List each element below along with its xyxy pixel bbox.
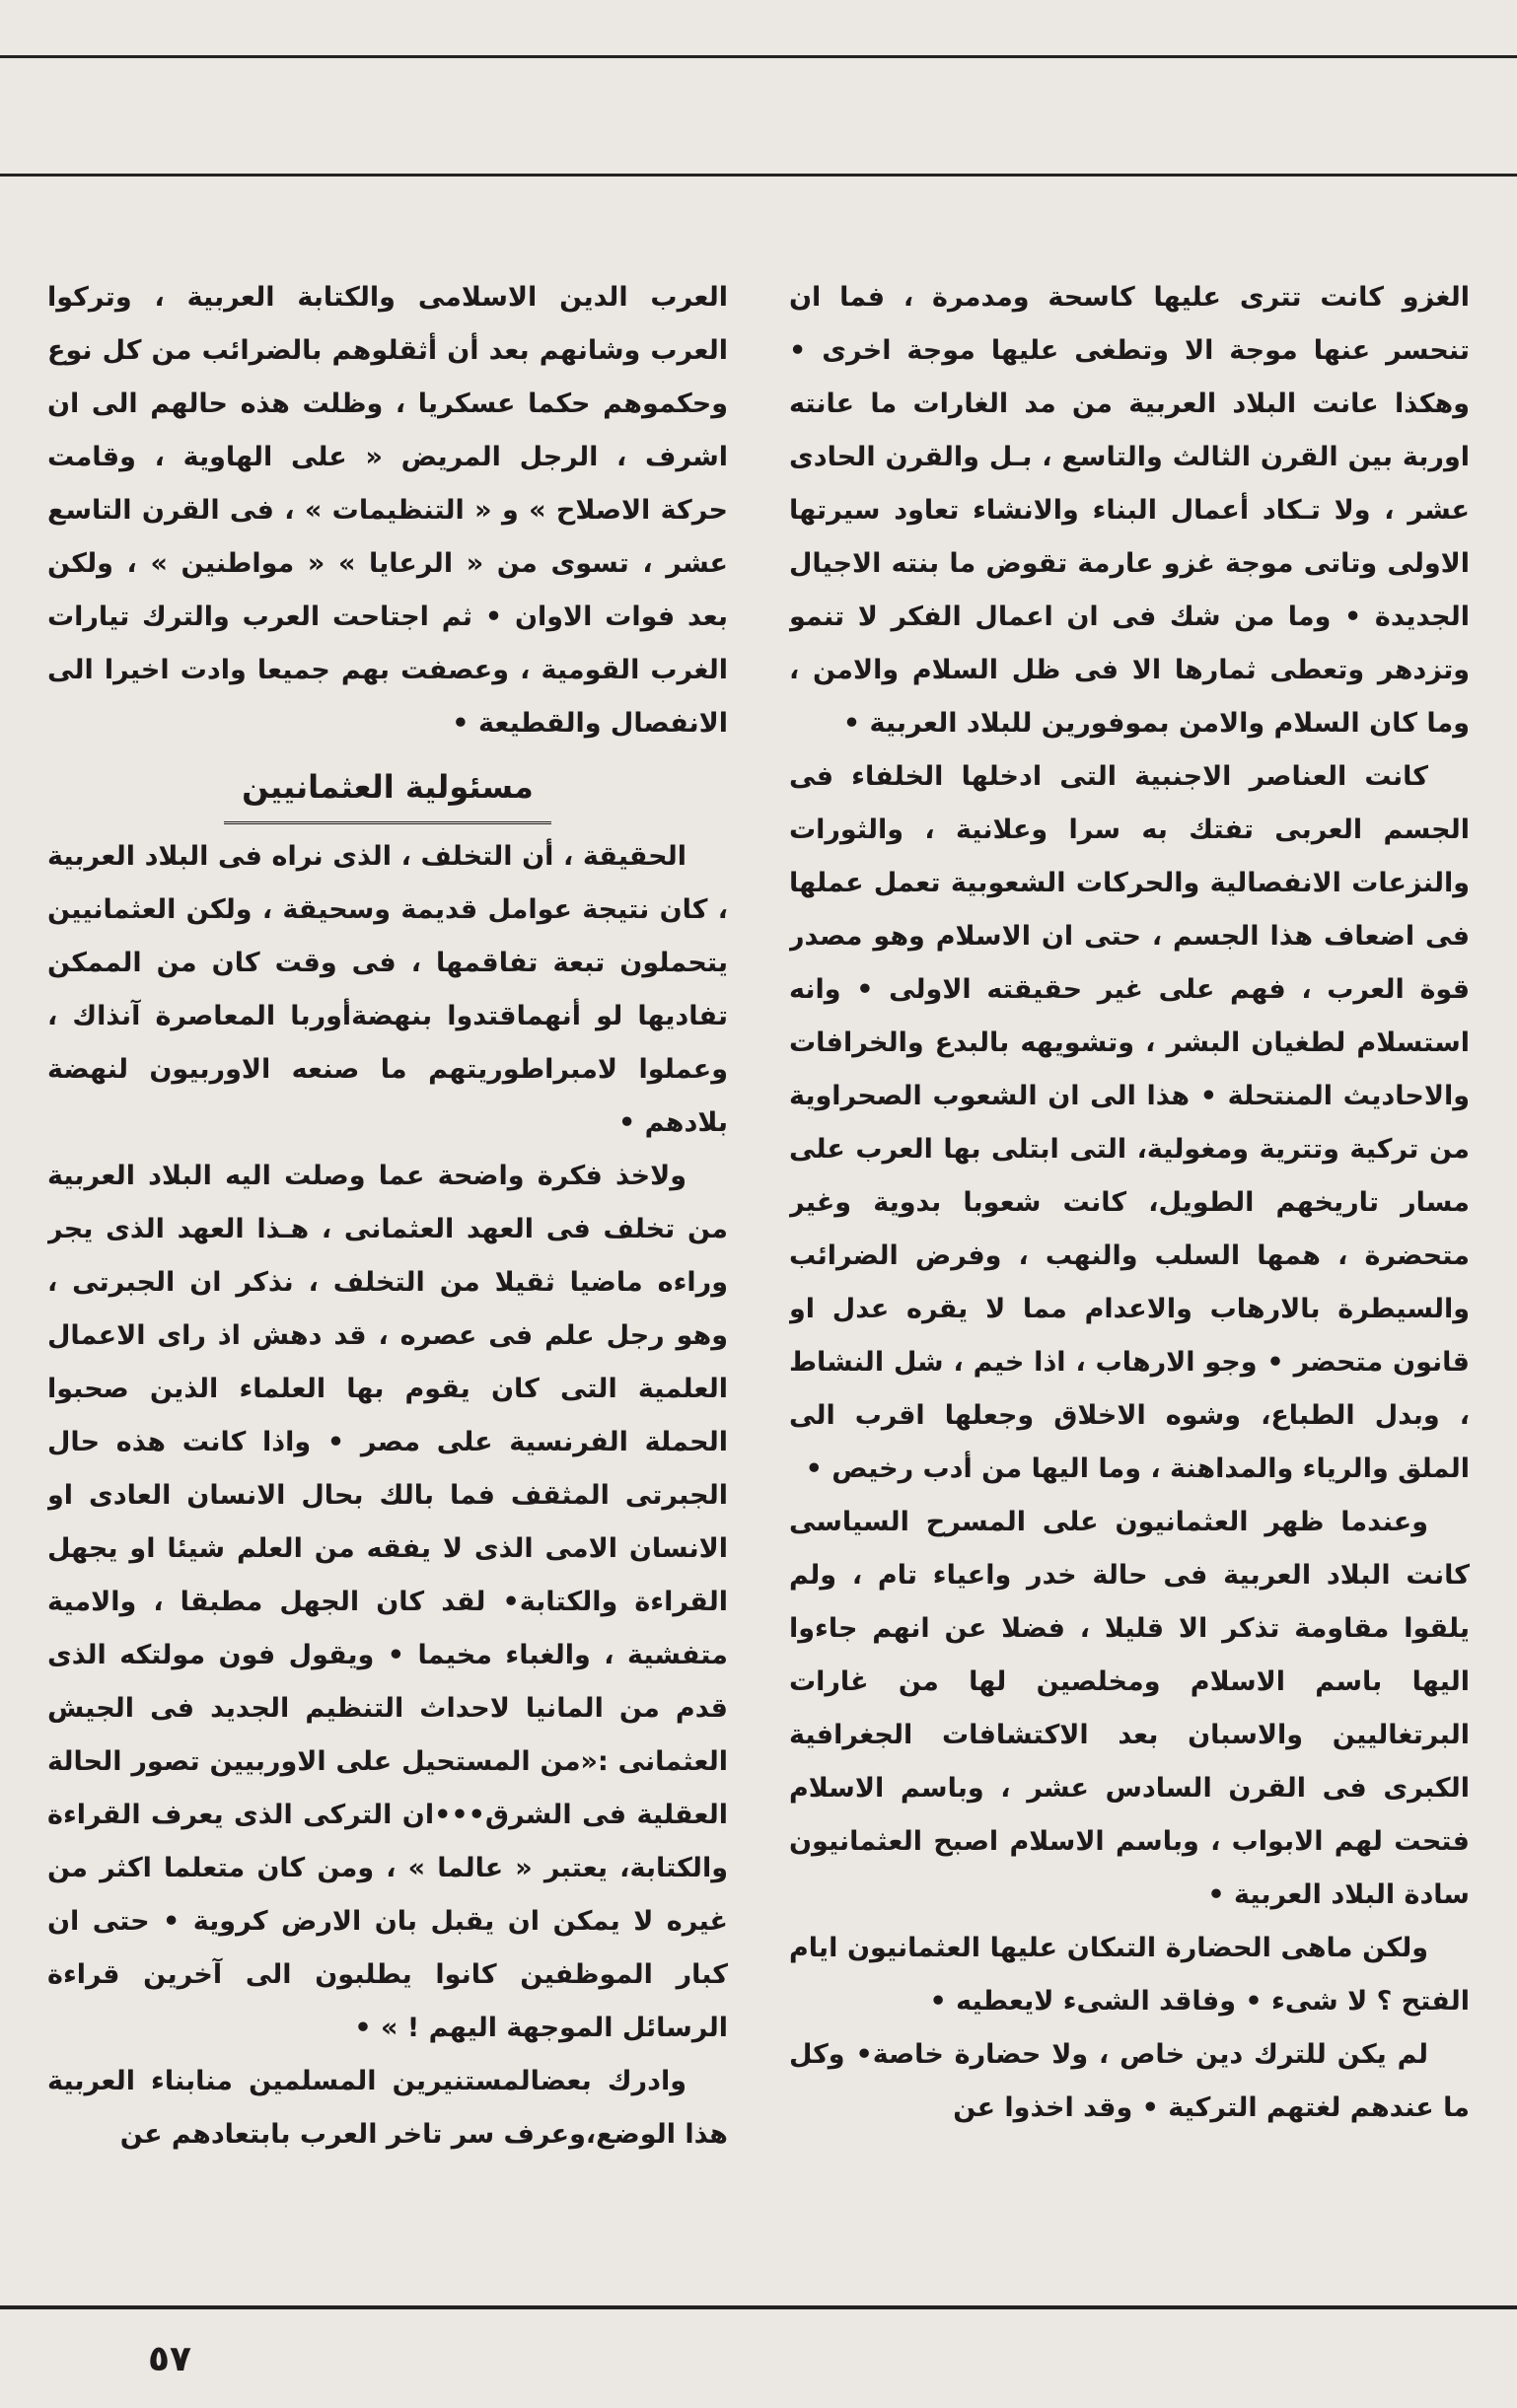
right-column bbox=[789, 271, 1470, 2224]
paragraph: وادرك بعضالمستنيرين المسلمين منابناء العربية هذا الوضع،وعرف سر تاخر العرب بابتعادهم عن bbox=[47, 2066, 728, 2150]
footer-rule bbox=[0, 2305, 1517, 2309]
paragraph: الغزو كانت تترى عليها كاسحة ومدمرة ، فما ان تنحسر عنها موجة الا وتطغى عليها موجة اخرى • وهكذا عانت البلاد العربية من مد الغارات ما عانته اوربة بين القرن الثالث والتاسع ، بـل والقرن الحادى عشر ، ولا تـكاد أعمال البناء والانشاء تعاود سيرتها الاولى وتاتى موجة غزو عارمة تقوض ما بنته الاجيال الجديدة • وما من شك فى ان اعمال الفكر لا تنمو وتزدهر وتعطى ثمارها الا فى ظل السلام والامن ، وما كان السلام والامن بموفورين للبلاد العربية • bbox=[789, 282, 1470, 739]
page-number: ٥٧ bbox=[148, 2339, 191, 2379]
top-rule bbox=[0, 55, 1517, 58]
paragraph: كانت العناصر الاجنبية التى ادخلها الخلفاء فى الجسم العربى تفتك به سرا وعلانية ، والثورات والنزعات الانفصالية والحركات الشعوبية تعمل عملها فى اضعاف هذا الجسم ، حتى ان الاسلام وهو مصدر قوة العرب ، فهم على غير حقيقته الاولى • وانه استسلام لطغيان البشر ، وتشويهه بالبدع والخرافات والاحاديث المنتحلة • هذا الى ان الشعوب الصحراوية من تركية وتترية ومغولية، التى ابتلى بها العرب على مسار تاريخهم الطويل، كانت شعوبا بدوية وغير متحضرة ، همها السلب والنهب ، وفرض الضرائب والسيطرة بالارهاب والاعدام مما لا يقره عدل او قانون متحضر • وجو الارهاب ، اذا خيم ، شل النشاط ، وبدل الطباع، وشوه الاخلاق وجعلها اقرب الى الملق والرياء والمداهنة ، وما اليها من أدب رخيص • bbox=[789, 761, 1470, 1484]
section-heading bbox=[47, 756, 728, 824]
left-column bbox=[47, 271, 728, 2224]
intro-paragraph: العرب الدين الاسلامى والكتابة العربية ، وتركوا العرب وشانهم بعد أن أثقلوهم بالضرائب من كل نوع وحكموهم حكما عسكريا ، وظلت هذه حالهم الى ان اشرف ، الرجل المريض « على الهاوية ، وقامت حركة الاصلاح » و « التنظيمات » ، فى القرن التاسع عشر ، تسوى من « الرعايا » « مواطنين » ، ولكن بعد فوات الاوان • ثم اجتاحت العرب والترك تيارات الغرب القومية ، وعصفت بهم جميعا وادت اخيرا الى الانفصال والقطيعة • bbox=[47, 282, 728, 739]
paragraph: لم يكن للترك دين خاص ، ولا حضارة خاصة• وكل ما عندهم لغتهم التركية • وقد اخذوا عن bbox=[789, 2039, 1470, 2123]
paragraph: ولاخذ فكرة واضحة عما وصلت اليه البلاد العربية من تخلف فى العهد العثمانى ، هـذا العهد الذى يجر وراءه ماضيا ثقيلا من التخلف ، نذكر ان الجبرتى ، وهو رجل علم فى عصره ، قد دهش اذ راى الاعمال العلمية التى كان يقوم بها العلماء الذين صحبوا الحملة الفرنسية على مصر • واذا كانت هذه حال الجبرتى المثقف فما بالك بحال الانسان العادى او الانسان الامى الذى لا يفقه من العلم شيئا او يجهل القراءة والكتابة• لقد كان الجهل مطبقا ، والامية متفشية ، والغباء مخيما • ويقول فون مولتكه الذى قدم من المانيا لاحداث التنظيم الجديد فى الجيش العثمانى :«من المستحيل على الاوربيين تصور الحالة العقلية فى الشرق•••ان التركى الذى يعرف القراءة والكتابة، يعتبر « عالما » ، ومن كان متعلما اكثر من غيره لا يمكن ان يقبل بان الارض كروية • حتى ان كبار الموظفين كانوا يطلبون الى آخرين قراءة الرسائل الموجهة اليهم ! » • bbox=[47, 1161, 728, 2043]
section-heading-text: مسئولية العثمانيين bbox=[224, 756, 551, 824]
header-rule bbox=[0, 174, 1517, 177]
paragraph: وعندما ظهر العثمانيون على المسرح السياسى كانت البلاد العربية فى حالة خدر واعياء تام ، ولم يلقوا مقاومة تذكر الا قليلا ، فضلا عن انهم جاءوا اليها باسم الاسلام ومخلصين لها من غارات البرتغاليين والاسبان بعد الاكتشافات الجغرافية الكبرى فى القرن السادس عشر ، وباسم الاسلام فتحت لهم الابواب ، وباسم الاسلام اصبح العثمانيون سادة البلاد العربية • bbox=[789, 1507, 1470, 1910]
paragraph: ولكن ماهى الحضارة التىكان عليها العثمانيون ايام الفتح ؟ لا شىء • وفاقد الشىء لايعطيه • bbox=[789, 1933, 1470, 2017]
paragraph: الحقيقة ، أن التخلف ، الذى نراه فى البلاد العربية ، كان نتيجة عوامل قديمة وسحيقة ، ولكن العثمانيين يتحملون تبعة تفاقمها ، فى وقت كان من الممكن تفاديها لو أنهماقتدوا بنهضةأوربا المعاصرة آنذاك ، وعملوا لامبراطوريتهم ما صنعه الاوربيون لنهضة بلادهم • bbox=[47, 841, 728, 1138]
